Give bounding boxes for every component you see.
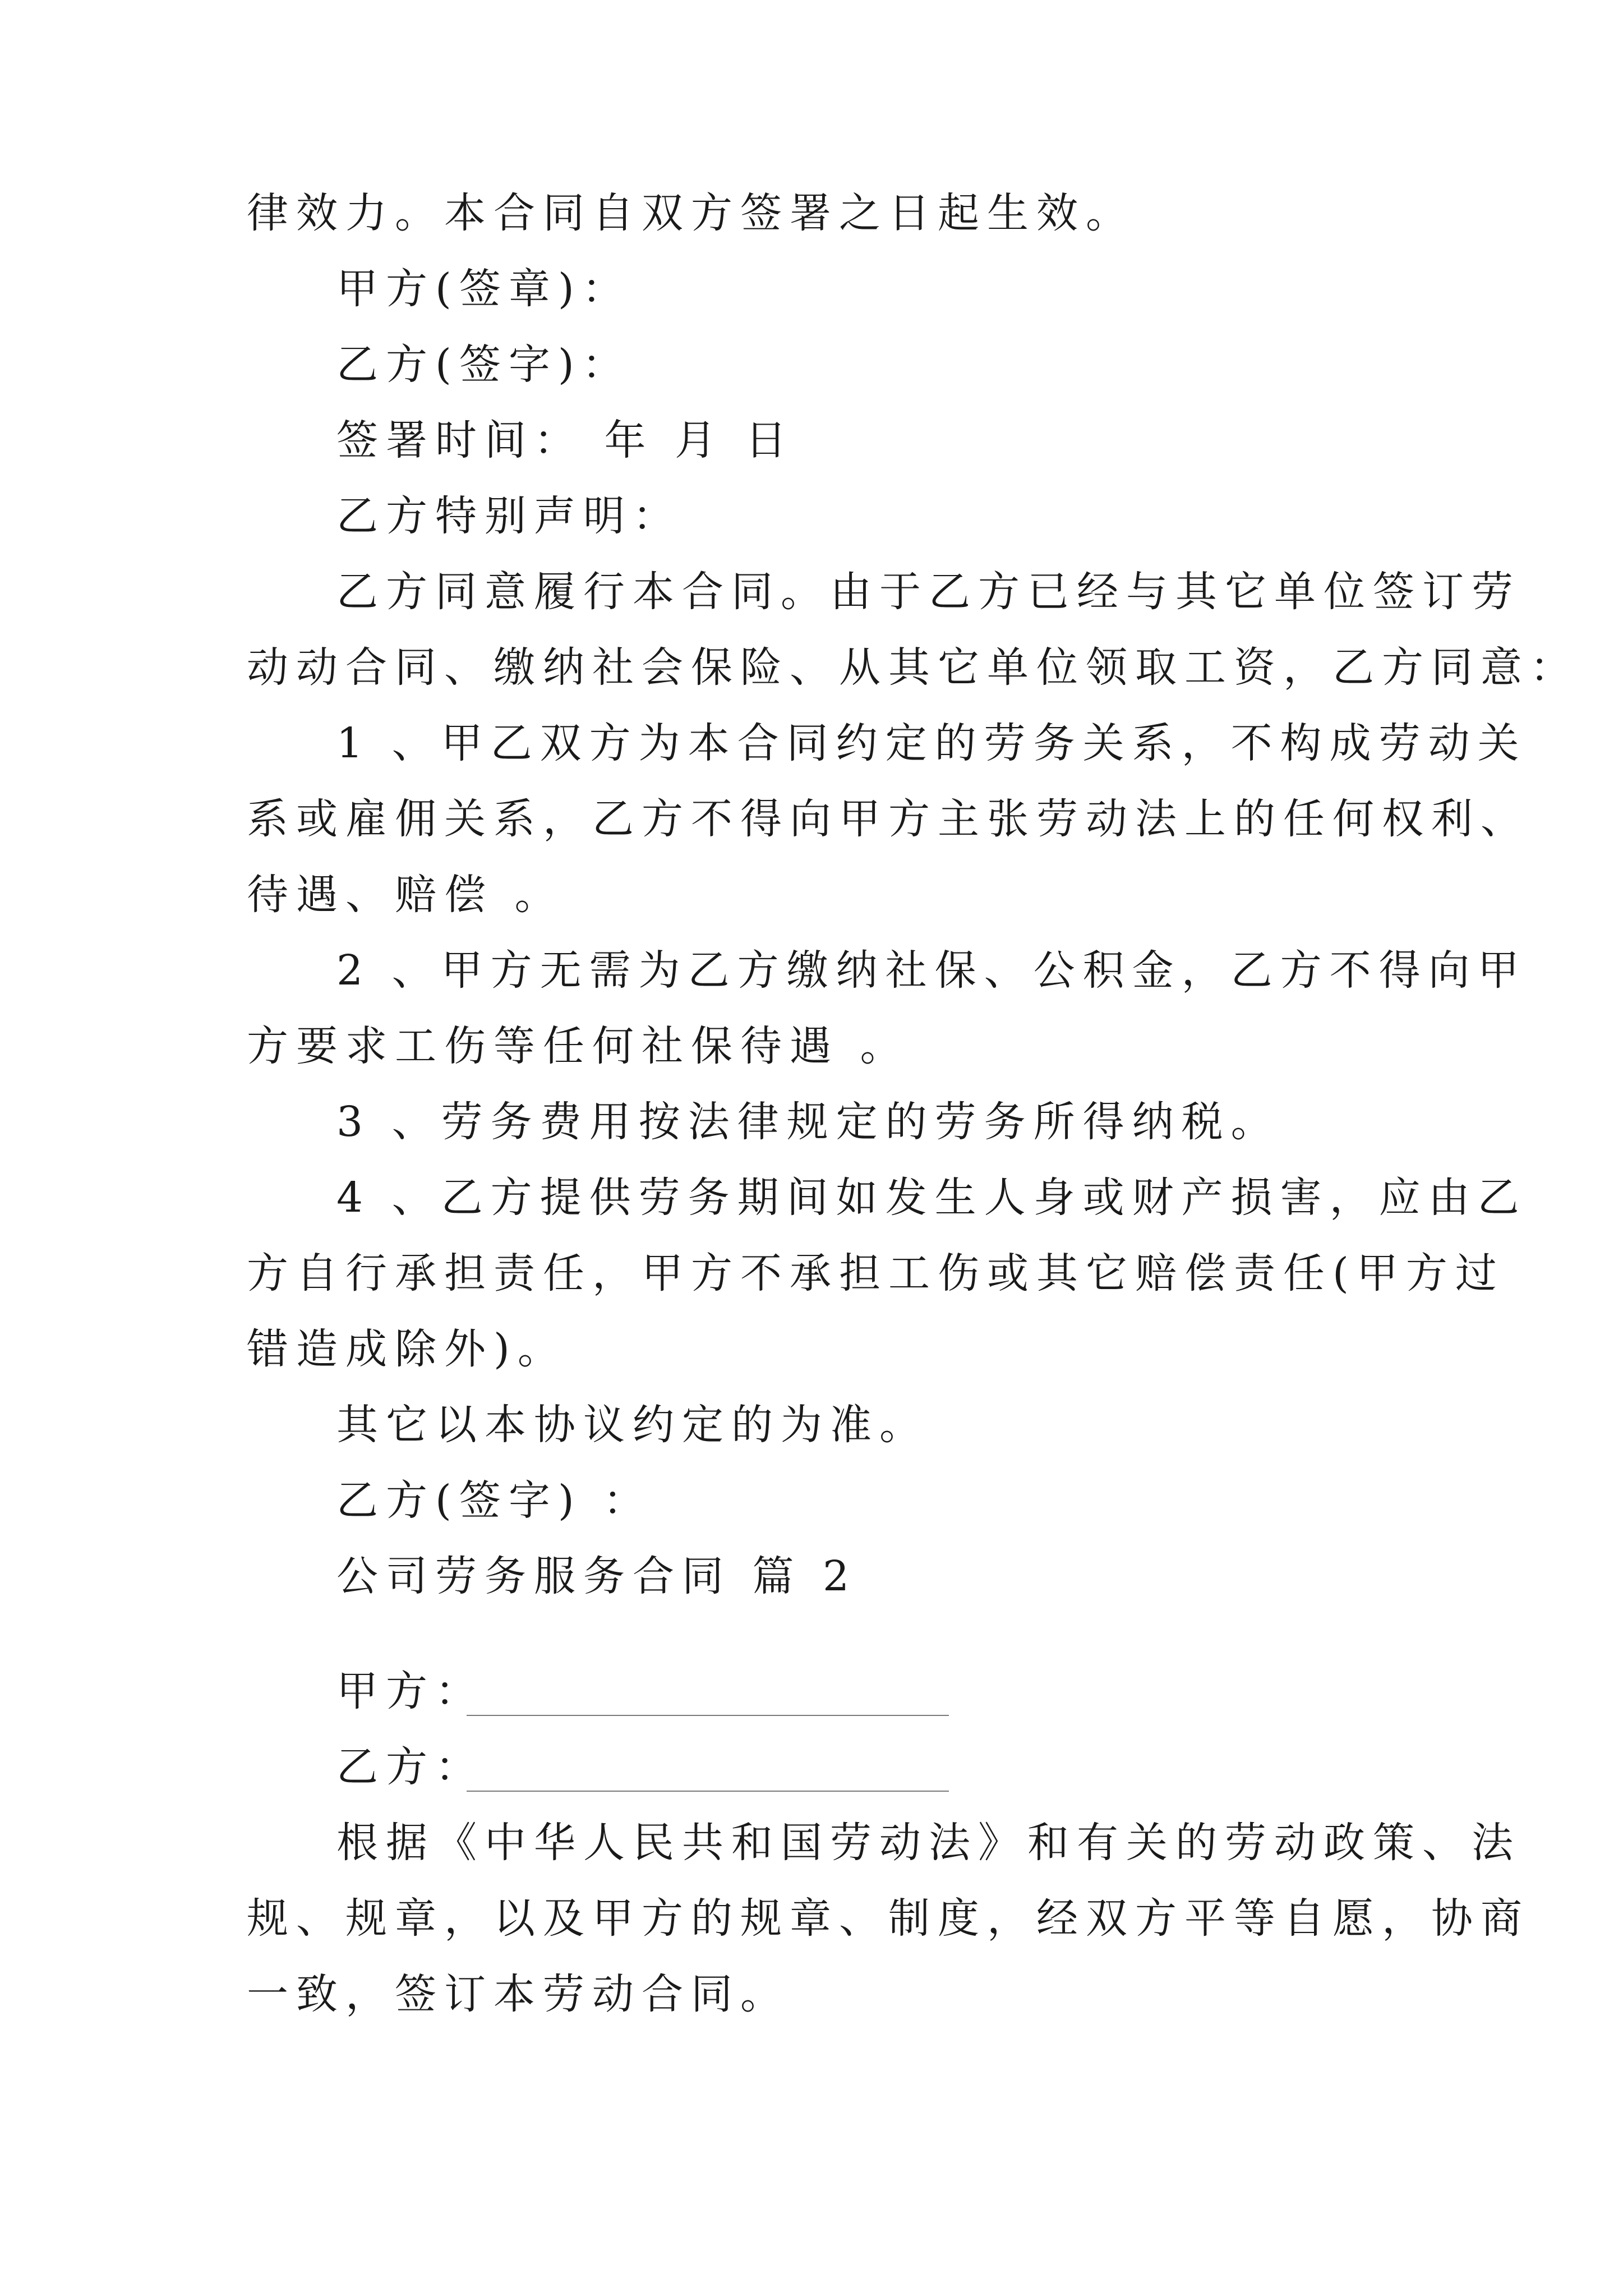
sign-date-label: 签署时间： 年 月 日 — [336, 416, 795, 464]
party-b-sign-label: 乙方(签字) ： — [336, 1476, 653, 1525]
party-a-label: 甲方： — [336, 1667, 485, 1715]
clause-2-line: 2 、甲方无需为乙方缴纳社保、公积金，乙方不得向甲 — [336, 946, 1527, 995]
clause-4-line: 方自行承担责任，甲方不承担工伤或其它赔偿责任(甲方过 — [247, 1249, 1505, 1297]
special-statement-heading: 乙方特别声明： — [336, 492, 682, 540]
party-b-sign-label: 乙方(签字)： — [336, 341, 631, 389]
party-b-blank-line — [467, 1791, 949, 1792]
party-b-label: 乙方： — [336, 1743, 485, 1791]
text-line: 根据《中华人民共和国劳动法》和有关的劳动政策、法 — [336, 1819, 1521, 1867]
party-a-seal-label: 甲方(签章)： — [336, 265, 631, 313]
clause-1-line: 待遇、赔偿 。 — [247, 871, 564, 919]
text-line: 一致，签订本劳动合同。 — [247, 1970, 790, 2018]
clause-1-line: 1 、甲乙双方为本合同约定的劳务关系，不构成劳动关 — [336, 719, 1527, 767]
section-title: 公司劳务服务合同 篇 2 — [336, 1552, 857, 1600]
clause-3-line: 3 、劳务费用按法律规定的劳务所得纳税。 — [336, 1098, 1280, 1146]
text-line: 律效力。本合同自双方签署之日起生效。 — [247, 189, 1135, 237]
clause-4-line: 4 、乙方提供劳务期间如发生人身或财产损害，应由乙 — [336, 1174, 1527, 1222]
clause-1-line: 系或雇佣关系，乙方不得向甲方主张劳动法上的任何权利、 — [247, 795, 1530, 843]
text-line: 其它以本协议约定的为准。 — [336, 1401, 929, 1449]
clause-2-line: 方要求工伤等任何社保待遇 。 — [247, 1022, 910, 1070]
text-line: 规、规章，以及甲方的规章、制度，经双方平等自愿，协商 — [247, 1894, 1530, 1943]
party-a-blank-line — [467, 1715, 949, 1716]
text-line: 动动合同、缴纳社会保险、从其它单位领取工资，乙方同意： — [247, 643, 1579, 692]
clause-4-line: 错造成除外)。 — [247, 1325, 567, 1373]
text-line: 乙方同意履行本合同。由于乙方已经与其它单位签订劳 — [336, 568, 1521, 616]
